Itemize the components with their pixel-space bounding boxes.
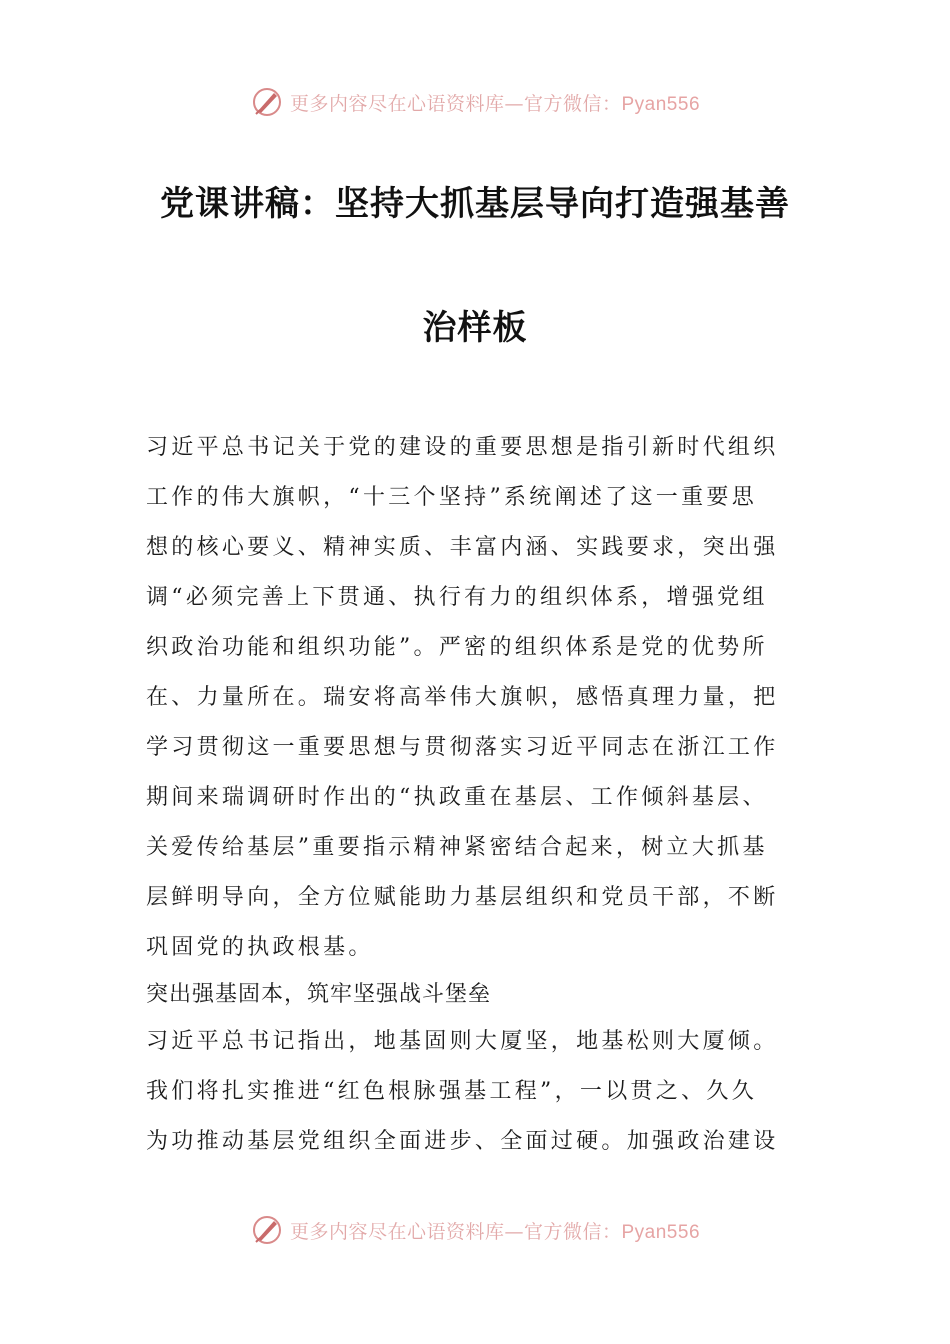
watermark-text: 更多内容尽在心语资料库—官方微信：Pyan556 [289,92,701,115]
paragraph-1-line-8: 期间来瑞调研时作出的“执政重在基层、工作倾斜基层、 [146,785,768,810]
paragraph-1-line-2: 工作的伟大旗帜，“十三个坚持”系统阐述了这一重要思 [146,485,757,510]
paragraph-1-line-10: 层鲜明导向，全方位赋能助力基层组织和党员干部，不断 [146,885,779,910]
paragraph-1-line-6: 在、力量所在。瑞安将高举伟大旗帜，感悟真理力量，把 [146,685,779,710]
paragraph-1-line-3: 想的核心要义、精神实质、丰富内涵、实践要求，突出强 [146,535,779,560]
paragraph-2-line-3: 为功推动基层党组织全面进步、全面过硬。加强政治建设 [146,1129,779,1154]
paragraph-1-line-7: 学习贯彻这一重要思想与贯彻落实习近平同志在浙江工作 [146,735,779,760]
paragraph-2-line-1: 习近平总书记指出，地基固则大厦坚，地基松则大厦倾。 [146,1029,779,1054]
footer-watermark [0,1210,950,1250]
paragraph-1-line-1: 习近平总书记关于党的建设的重要思想是指引新时代组织 [146,435,779,460]
quill-logo-icon [250,1213,284,1247]
paragraph-1-line-9: 关爱传给基层”重要指示精神紧密结合起来，树立大抓基 [146,835,768,860]
paragraph-1-line-11: 巩固党的执政根基。 [146,935,374,960]
watermark-text: 更多内容尽在心语资料库—官方微信：Pyan556 [289,1220,701,1243]
document-body [146,423,806,1167]
paragraph-1-line-4: 调“必须完善上下贯通、执行有力的组织体系，增强党组 [146,585,768,610]
document-title-line-2: 治样板 [422,308,528,348]
document-title-line-1: 党课讲稿：坚持大抓基层导向打造强基善 [160,184,790,224]
quill-logo-icon [250,85,284,119]
header-watermark [0,82,950,122]
paragraph-1-line-5: 织政治功能和组织功能”。严密的组织体系是党的优势所 [146,635,768,660]
section-heading: 突出强基固本，筑牢坚强战斗堡垒 [146,982,492,1007]
paragraph-2-line-2: 我们将扎实推进“红色根脉强基工程”，一以贯之、久久 [146,1079,757,1104]
